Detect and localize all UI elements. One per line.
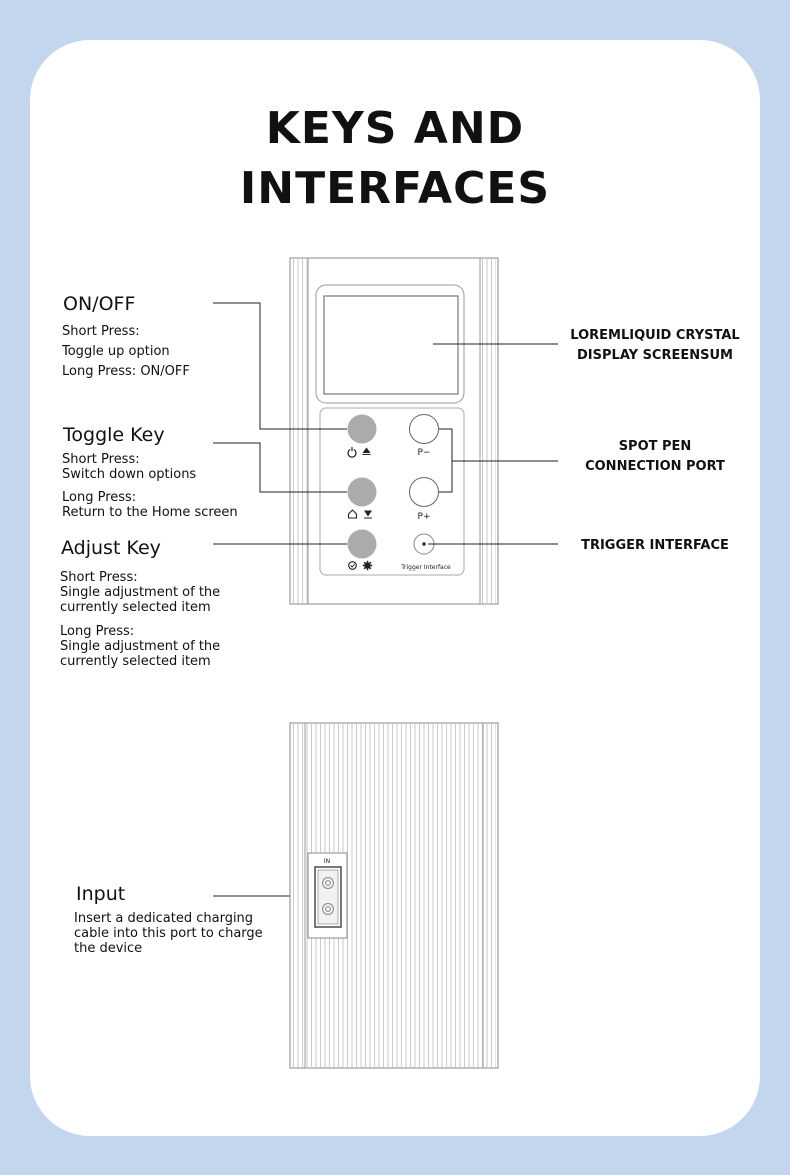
- spot-pen-label-1: SPOT PEN: [618, 439, 692, 454]
- toggle-line-2: Switch down options: [62, 467, 197, 482]
- right-fins: [480, 259, 496, 603]
- in-label: IN: [323, 858, 331, 865]
- input-line-1: Insert a dedicated charging: [74, 911, 254, 926]
- adjust-heading: Adjust Key: [61, 537, 161, 559]
- adjust-line-5: Single adjustment of the: [60, 639, 221, 654]
- toggle-line-4: Return to the Home screen: [62, 505, 238, 520]
- left-fins: [292, 259, 308, 603]
- gear-icon: [363, 561, 372, 570]
- trigger-interface-callout: TRIGGER INTERFACE: [581, 538, 729, 553]
- lcd-label-2: DISPLAY SCREENSUM: [577, 348, 733, 363]
- adjust-line-6: currently selected item: [60, 654, 211, 669]
- title-line-1: KEYS AND: [265, 103, 525, 154]
- onoff-line-2: Toggle up option: [62, 344, 170, 359]
- device-back-view: [290, 723, 498, 1068]
- toggle-line-3: Long Press:: [62, 490, 137, 505]
- onoff-line-1: Short Press:: [62, 324, 140, 339]
- p-plus-port: [410, 478, 439, 507]
- adjust-line-4: Long Press:: [60, 624, 135, 639]
- onoff-heading: ON/OFF: [63, 293, 136, 315]
- title-line-2: INTERFACES: [239, 163, 551, 214]
- onoff-button: [348, 415, 377, 444]
- input-line-3: the device: [74, 941, 143, 956]
- toggle-line-1: Short Press:: [62, 452, 140, 467]
- trigger-interface-label: Trigger Interface: [401, 564, 451, 571]
- toggle-button: [348, 478, 377, 507]
- toggle-heading: Toggle Key: [63, 424, 165, 446]
- spot-pen-label-2: CONNECTION PORT: [585, 459, 725, 474]
- adjust-line-1: Short Press:: [60, 570, 138, 585]
- onoff-line-3: Long Press: ON/OFF: [62, 364, 190, 379]
- adjust-line-3: currently selected item: [60, 600, 211, 615]
- p-minus-port: [410, 415, 439, 444]
- adjust-line-2: Single adjustment of the: [60, 585, 221, 600]
- input-line-2: cable into this port to charge: [74, 926, 263, 941]
- input-heading: Input: [76, 883, 126, 905]
- p-plus-label: P+: [417, 512, 431, 522]
- lcd-screen: [324, 296, 458, 394]
- lcd-label-1: LOREMLIQUID CRYSTAL: [570, 328, 740, 343]
- p-minus-label: P−: [417, 448, 431, 458]
- device-front-view: [290, 258, 498, 604]
- adjust-button: [348, 530, 377, 559]
